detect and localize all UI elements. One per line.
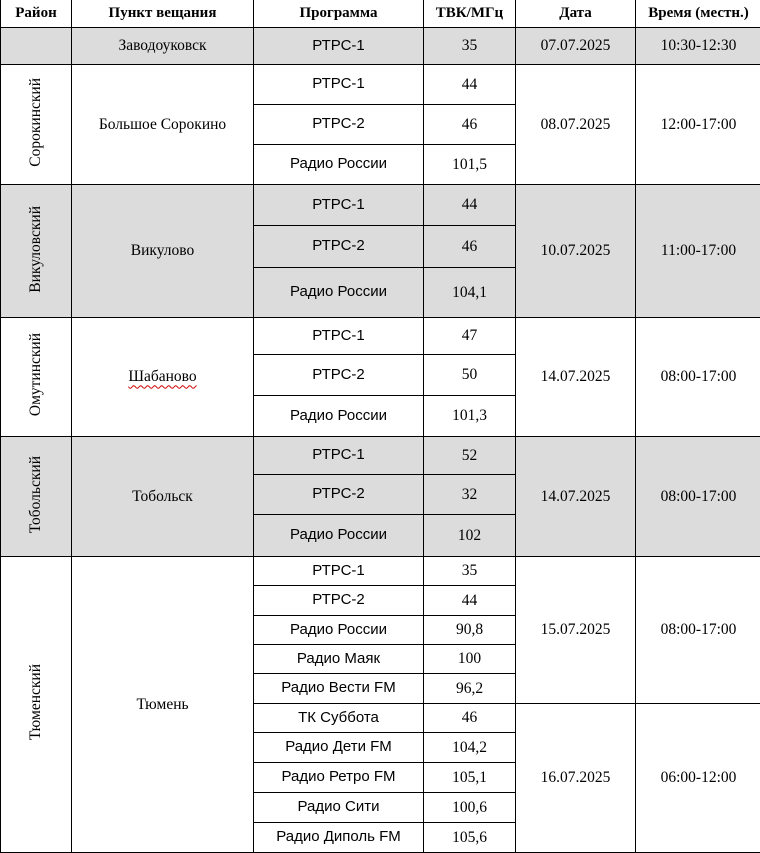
punkt-cell: Заводоуковск	[72, 28, 254, 65]
programma-cell: РТРС-1	[254, 318, 424, 355]
time-cell: 10:30-12:30	[636, 28, 760, 65]
date-cell: 16.07.2025	[516, 704, 636, 853]
tvk-cell: 32	[424, 475, 516, 515]
programma-cell: Радио России	[254, 616, 424, 645]
date-cell: 10.07.2025	[516, 185, 636, 318]
punkt-cell: Тобольск	[72, 437, 254, 557]
programma-cell: Радио России	[254, 396, 424, 437]
punkt-cell: Викулово	[72, 185, 254, 318]
programma-cell: Радио Дети FM	[254, 733, 424, 763]
rayon-cell	[1, 437, 72, 557]
rayon-cell	[1, 65, 72, 185]
rayon-cell-empty	[1, 28, 72, 65]
date-cell: 07.07.2025	[516, 28, 636, 65]
table-row	[1, 557, 760, 586]
date-cell: 14.07.2025	[516, 437, 636, 557]
time-cell: 08:00-17:00	[636, 557, 760, 704]
header-row	[1, 0, 760, 28]
header-rayon: Район	[1, 0, 72, 28]
tvk-cell: 46	[424, 704, 516, 733]
tvk-cell: 46	[424, 105, 516, 145]
programma-cell: Радио Сити	[254, 793, 424, 823]
tvk-cell: 35	[424, 28, 516, 65]
tvk-cell: 105,1	[424, 763, 516, 793]
programma-cell: РТРС-2	[254, 586, 424, 616]
programma-cell: Радио Вести FM	[254, 674, 424, 704]
programma-cell: РТРС-2	[254, 105, 424, 145]
programma-cell: РТРС-2	[254, 355, 424, 396]
tvk-cell: 44	[424, 65, 516, 105]
tvk-cell: 50	[424, 355, 516, 396]
header-data: Дата	[516, 0, 636, 28]
tvk-cell: 100,6	[424, 793, 516, 823]
table-row	[1, 437, 760, 475]
rayon-label: Тобольский	[27, 456, 44, 533]
rayon-cell	[1, 318, 72, 437]
programma-cell: Радио Диполь FM	[254, 823, 424, 853]
date-cell: 14.07.2025	[516, 318, 636, 437]
tvk-cell: 90,8	[424, 616, 516, 645]
punkt-label-spellcheck: Шабаново	[128, 368, 196, 385]
programma-cell: Радио России	[254, 145, 424, 185]
time-cell: 12:00-17:00	[636, 65, 760, 185]
tvk-cell: 101,3	[424, 396, 516, 437]
rayon-label: Сорокинский	[27, 78, 44, 167]
tvk-cell: 44	[424, 586, 516, 616]
tvk-cell: 35	[424, 557, 516, 586]
time-cell: 11:00-17:00	[636, 185, 760, 318]
header-tvk: ТВК/МГц	[424, 0, 516, 28]
header-vremya: Время (местн.)	[636, 0, 760, 28]
header-punkt: Пункт вещания	[72, 0, 254, 28]
programma-cell: РТРС-1	[254, 437, 424, 475]
programma-cell: РТРС-2	[254, 226, 424, 268]
tvk-cell: 47	[424, 318, 516, 355]
programma-cell: Радио России	[254, 515, 424, 557]
punkt-cell: Тюмень	[72, 557, 254, 853]
tvk-cell: 105,6	[424, 823, 516, 853]
programma-cell: РТРС-1	[254, 28, 424, 65]
table-row	[1, 185, 760, 226]
tvk-cell: 100	[424, 645, 516, 674]
table-row	[1, 318, 760, 355]
programma-cell: РТРС-2	[254, 475, 424, 515]
rayon-label: Тюменский	[27, 664, 44, 740]
programma-cell: РТРС-1	[254, 557, 424, 586]
rayon-cell	[1, 557, 72, 853]
programma-cell: ТК Суббота	[254, 704, 424, 733]
date-cell: 08.07.2025	[516, 65, 636, 185]
tvk-cell: 104,2	[424, 733, 516, 763]
tvk-cell: 52	[424, 437, 516, 475]
tvk-cell: 101,5	[424, 145, 516, 185]
tvk-cell: 96,2	[424, 674, 516, 704]
header-programma: Программа	[254, 0, 424, 28]
tvk-cell: 104,1	[424, 268, 516, 318]
time-cell: 08:00-17:00	[636, 318, 760, 437]
date-cell: 15.07.2025	[516, 557, 636, 704]
tvk-cell: 46	[424, 226, 516, 268]
time-cell: 06:00-12:00	[636, 704, 760, 853]
programma-cell: Радио Маяк	[254, 645, 424, 674]
table-row	[1, 28, 760, 65]
punkt-cell	[72, 318, 254, 437]
programma-cell: Радио России	[254, 268, 424, 318]
rayon-label: Викуловский	[27, 206, 44, 293]
rayon-label: Омутинский	[27, 333, 44, 416]
tvk-cell: 102	[424, 515, 516, 557]
punkt-cell: Большое Сорокино	[72, 65, 254, 185]
rayon-cell	[1, 185, 72, 318]
tvk-cell: 44	[424, 185, 516, 226]
time-cell: 08:00-17:00	[636, 437, 760, 557]
programma-cell: Радио Ретро FM	[254, 763, 424, 793]
programma-cell: РТРС-1	[254, 65, 424, 105]
programma-cell: РТРС-1	[254, 185, 424, 226]
table-row	[1, 65, 760, 105]
